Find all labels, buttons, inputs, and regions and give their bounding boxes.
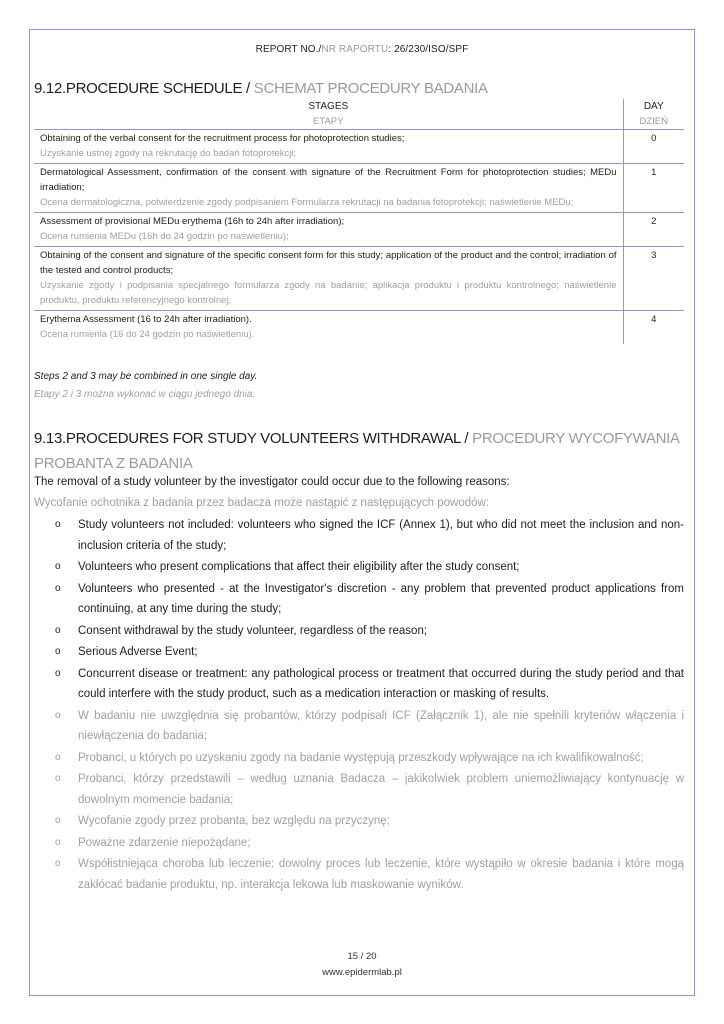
bullet-icon: o xyxy=(55,519,61,530)
bullet-icon: o xyxy=(55,709,61,721)
website-link[interactable]: www.epidermlab.pl xyxy=(322,967,402,978)
list-item xyxy=(34,854,684,895)
column-header-stages-pl: ETAPY xyxy=(313,116,344,127)
bullet-icon: o xyxy=(55,561,61,572)
list-item xyxy=(34,706,684,747)
section-title-en: 9.12.PROCEDURE SCHEDULE / xyxy=(34,80,254,97)
stage-cell xyxy=(34,130,623,164)
bullet-icon: o xyxy=(55,624,61,636)
day-cell: 2 xyxy=(623,213,684,247)
report-label-pl: NR RAPORTU xyxy=(321,44,389,55)
reason-text: Poważne zdarzenie niepożądane; xyxy=(78,836,251,849)
intro-pl: Wycofanie ochotnika z badania przez badacza może nastąpić z następujących powodów: xyxy=(34,497,490,509)
section-title-en: 9.13.PROCEDURES FOR STUDY VOLUNTEERS WITHDRAWAL / xyxy=(34,430,473,447)
stage-pl: Ocena rumienia MEDu (16h do 24 godzin po naświetleniu); xyxy=(40,231,289,242)
note-en: Steps 2 and 3 may be combined in one single day. xyxy=(34,371,258,382)
list-item xyxy=(34,642,684,663)
stage-cell xyxy=(34,164,623,213)
table-row xyxy=(34,247,684,311)
report-label-en: REPORT NO./ xyxy=(255,44,322,55)
stage-pl: Ocena dermatologiczna, potwierdzenie zgody podpisaniem Formularza rekrutacji na badania fotoprotekcji; naświetlenie MEDu; xyxy=(40,197,574,208)
table-row xyxy=(34,311,684,345)
list-item xyxy=(34,664,684,705)
stage-pl: Uzyskanie zgody i podpisania specjalnego formularza zgody na badanie; aplikacja produktu i produktu kontrolnego; naświetlenie produktu, produktu referencyjnego kontrolnej; xyxy=(40,280,617,306)
stage-pl: Ocena rumienia (16 do 24 godzin po naświetleniu). xyxy=(40,329,255,340)
table-header-row xyxy=(34,99,684,130)
list-item xyxy=(34,579,684,620)
withdrawal-reasons-list xyxy=(34,515,684,896)
reason-text: Study volunteers not included: volunteers who signed the ICF (Annex 1), but who did not meet the inclusion and non-inclusion criteria of the study; xyxy=(78,519,684,552)
reason-text: Consent withdrawal by the study volunteer, regardless of the reason; xyxy=(78,624,428,637)
section-title-withdrawal xyxy=(34,426,684,476)
page-number: 15 / 20 xyxy=(347,951,377,962)
day-cell: 3 xyxy=(623,247,684,311)
table-row xyxy=(34,164,684,213)
report-number-header xyxy=(0,44,724,55)
procedure-schedule-table xyxy=(34,99,684,344)
reason-text: Volunteers who present complications that affect their eligibility after the study consent; xyxy=(78,561,520,573)
list-item xyxy=(34,557,684,578)
table-row xyxy=(34,130,684,164)
stage-en: Dermatological Assessment, confirmation of the consent with signature of the Recruitment Form for photoprotection studies; MEDu irradiation; xyxy=(40,167,617,193)
list-item xyxy=(34,748,684,769)
column-header-stages xyxy=(34,99,623,130)
stage-en: Erythema Assessment (16 to 24h after irradiation). xyxy=(40,314,252,325)
stage-cell xyxy=(34,311,623,345)
stage-cell xyxy=(34,213,623,247)
section-title-pl: PROCEDURY WYCOFYWANIA PROBANTA Z BADANIA xyxy=(34,430,679,472)
bullet-icon: o xyxy=(55,582,61,594)
column-header-stages-en: STAGES xyxy=(308,101,349,112)
day-cell: 4 xyxy=(623,311,684,345)
bullet-icon: o xyxy=(55,858,61,869)
note-pl: Etapy 2 i 3 można wykonać w ciągu jednego dnia. xyxy=(34,389,256,400)
reason-text: Współistniejąca choroba lub leczenie: dowolny proces lub leczenie, które wystąpiło w okresie badania i które mogą zakłócać badanie produktu, np. interakcja lekowa lub maskowanie wyników. xyxy=(78,858,684,891)
section-title-pl: SCHEMAT PROCEDURY BADANIA xyxy=(253,80,488,97)
bullet-icon: o xyxy=(55,773,61,784)
stage-en: Obtaining of the consent and signature of the specific consent form for this study; application of the product and the control; irradiation of the tested and control products; xyxy=(40,250,617,276)
list-item xyxy=(34,769,684,810)
stage-pl: Uzyskanie ustnej zgody na rekrutację do badań fotoprotekcji; xyxy=(40,148,297,159)
reason-text: Serious Adverse Event; xyxy=(78,646,198,658)
bullet-icon: o xyxy=(55,667,61,679)
list-item xyxy=(34,515,684,556)
list-item xyxy=(34,811,684,832)
reason-text: Probanci, u których po uzyskaniu zgody na badanie występują przeszkody wpływające na ich kwalifikowalność; xyxy=(78,751,644,764)
reason-text: Concurrent disease or treatment: any pathological process or treatment that occurred during the study period and that could interfere with the study product, such as a medication interaction or masking of results. xyxy=(78,667,684,700)
reason-text: Wycofanie zgody przez probanta, bez względu na przyczynę; xyxy=(78,815,390,827)
column-header-day-pl: DZIEŃ xyxy=(639,116,668,127)
bullet-icon: o xyxy=(55,815,61,826)
reason-text: Probanci, którzy przedstawili – według uznania Badacza – jakikolwiek problem uniemożliwiający kontynuację w dowolnym momencie badania; xyxy=(78,773,684,806)
stage-cell xyxy=(34,247,623,311)
section-title-procedure-schedule xyxy=(34,77,488,101)
bullet-icon: o xyxy=(55,836,61,848)
reason-text: W badaniu nie uwzględnia się probantów, którzy podpisali ICF (Załącznik 1), ale nie spełnili kryteriów włączenia i niewłączenia do badania; xyxy=(78,709,684,742)
table-row xyxy=(34,213,684,247)
day-cell: 0 xyxy=(623,130,684,164)
bullet-icon: o xyxy=(55,751,61,763)
report-number: : 26/230/ISO/SPF xyxy=(388,44,469,55)
intro-en: The removal of a study volunteer by the investigator could occur due to the following reasons: xyxy=(34,476,510,488)
stage-en: Obtaining of the verbal consent for the recruitment process for photoprotection studies; xyxy=(40,133,405,144)
stage-en: Assessment of provisional MEDu erythema (16h to 24h after irradiation); xyxy=(40,216,345,227)
list-item xyxy=(34,833,684,854)
bullet-icon: o xyxy=(55,646,61,657)
column-header-day-en: DAY xyxy=(643,101,664,112)
day-cell: 1 xyxy=(623,164,684,213)
reason-text: Volunteers who presented - at the Investigator's discretion - any problem that prevented product applications from continuing, at any time during the study; xyxy=(78,582,684,615)
column-header-day xyxy=(623,99,684,130)
list-item xyxy=(34,621,684,642)
